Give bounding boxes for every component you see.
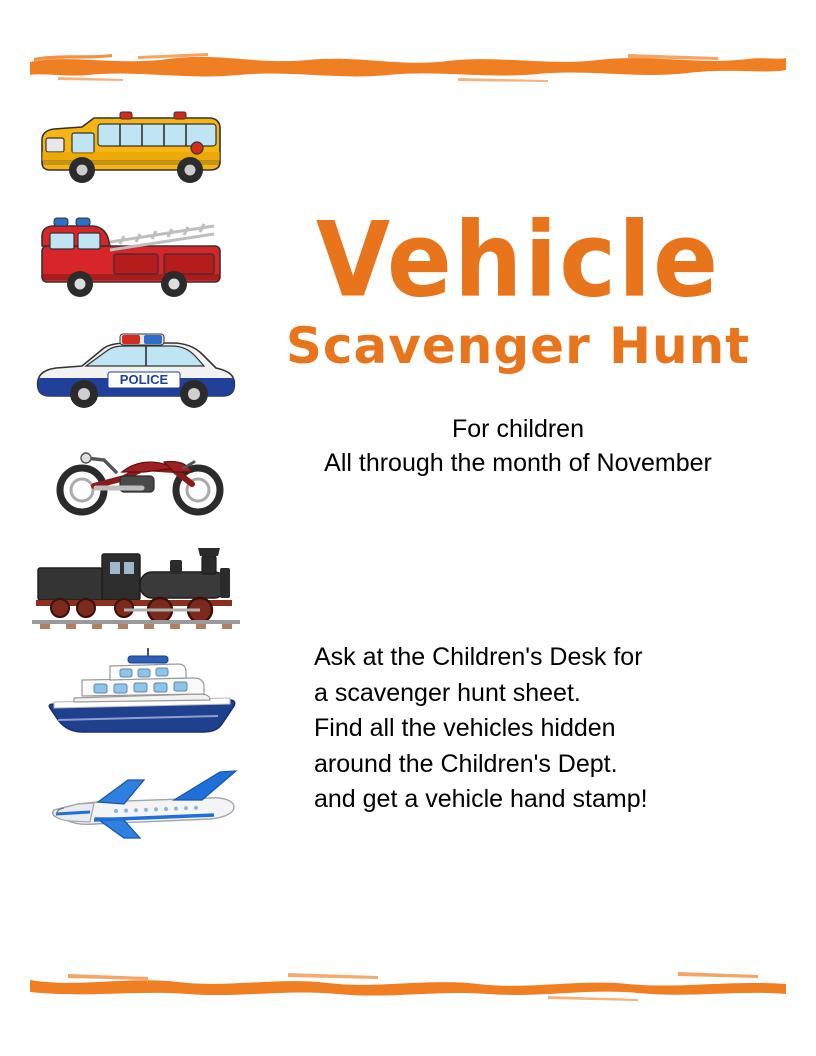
instructions-line-4: around the Children's Dept. <box>314 749 618 778</box>
instructions-line-3: Find all the vehicles hidden <box>314 714 616 742</box>
instructions-line-2: a scavenger hunt sheet. <box>314 678 581 707</box>
bottom-brush-decoration <box>28 968 788 1002</box>
motorcycle-icon <box>24 428 254 520</box>
ferry-boat-icon <box>24 642 254 742</box>
audience-line-2: All through the month of November <box>324 449 712 477</box>
page-subtitle: Scavenger Hunt <box>285 317 751 375</box>
poster-title-block <box>258 199 778 375</box>
instructions-line-5: and get a vehicle hand stamp! <box>314 785 648 813</box>
vehicle-image-column <box>24 100 254 858</box>
fire-truck-icon <box>24 206 254 314</box>
police-car-icon <box>24 326 254 418</box>
page-title: Vehicle <box>315 199 721 321</box>
instructions-line-1: Ask at the Children's Desk for <box>314 643 643 671</box>
audience-line-1: For children <box>452 415 584 443</box>
airplane-icon <box>24 758 254 858</box>
instructions-text <box>314 640 764 818</box>
audience-info <box>258 412 778 480</box>
top-brush-decoration <box>28 48 788 82</box>
police-badge-text: POLICE <box>119 372 169 387</box>
steam-train-icon <box>24 534 254 630</box>
school-bus-icon <box>24 100 254 200</box>
